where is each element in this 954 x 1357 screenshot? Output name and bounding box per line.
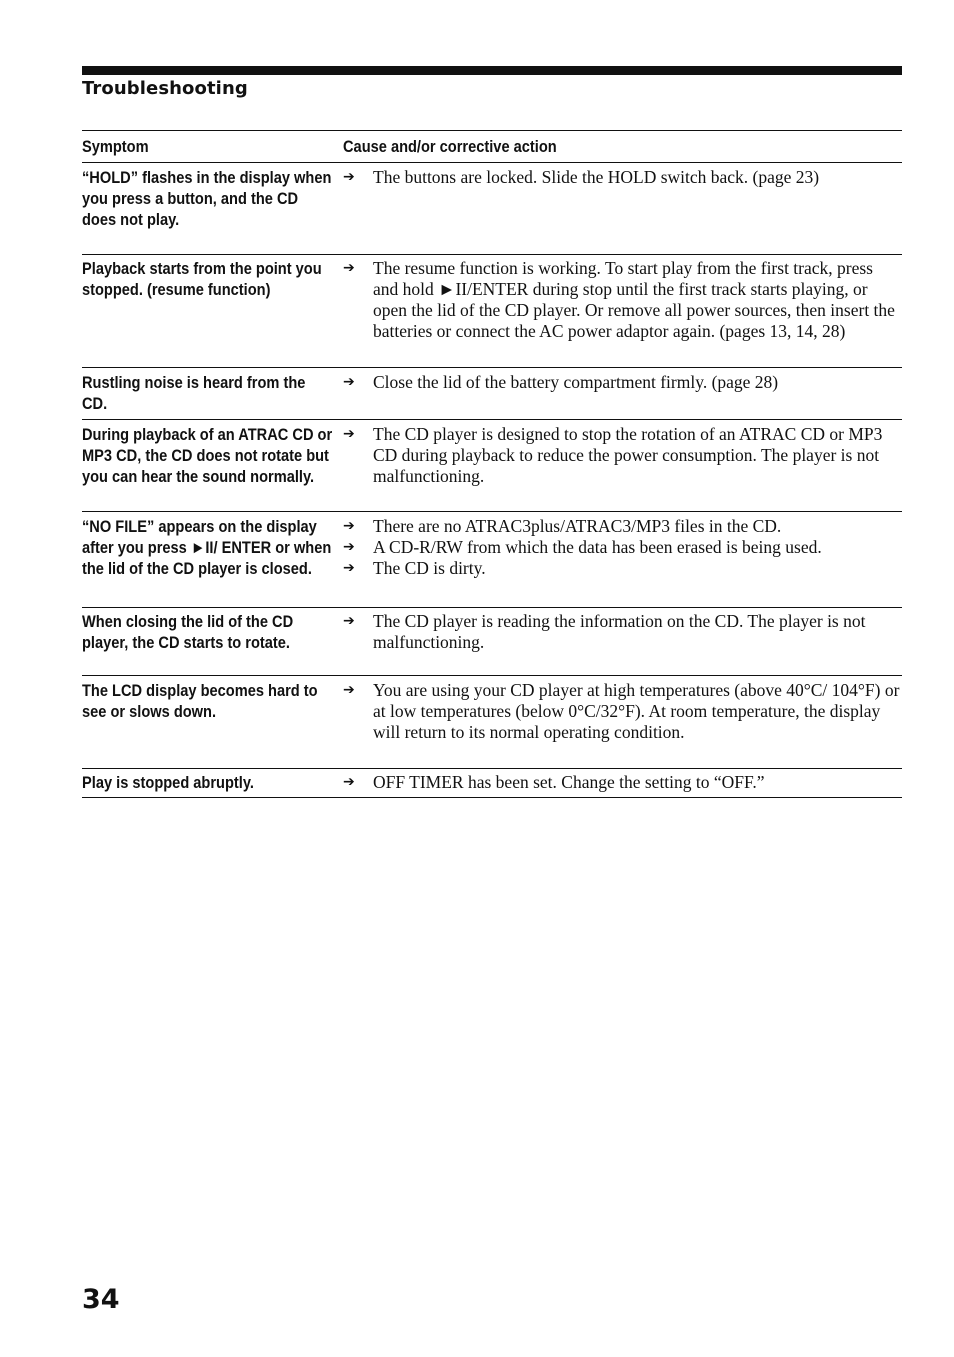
cause-item xyxy=(343,516,902,537)
table-row xyxy=(82,512,902,608)
cause-text: OFF TIMER has been set. Change the setting to “OFF.” xyxy=(373,772,765,792)
cause-cell xyxy=(343,611,902,671)
table-header-row xyxy=(82,131,902,163)
symptom-cell: During playback of an ATRAC CD or MP3 CD, the CD does not rotate but you can hear the sound normally. xyxy=(82,425,333,486)
cause-item xyxy=(343,772,902,793)
cause-item xyxy=(343,424,902,487)
table-row xyxy=(82,769,902,798)
cause-item xyxy=(343,537,902,558)
symptom-cell: “NO FILE” appears on the display after you press ►II/ ENTER or when the lid of the CD player is closed. xyxy=(82,517,332,578)
table-row xyxy=(82,420,902,512)
cause-item xyxy=(343,680,902,743)
cause-cell xyxy=(343,167,902,249)
cause-text: Close the lid of the battery compartment firmly. (page 28) xyxy=(373,372,779,392)
cause-column-header: Cause and/or corrective action xyxy=(343,136,557,156)
arrow-icon: ➔ xyxy=(343,374,355,390)
cause-text: The CD player is reading the information on the CD. The player is not malfunctioning. xyxy=(373,611,866,652)
table-row xyxy=(82,368,902,420)
cause-item xyxy=(343,372,902,393)
cause-cell xyxy=(343,772,902,794)
cause-text: You are using your CD player at high temperatures (above 40°C/ 104°F) or at low temperatures (below 0°C/32°F). At room temperature, the display will return to its normal operating condition. xyxy=(373,680,900,742)
symptom-cell: Play is stopped abruptly. xyxy=(82,773,254,792)
cause-text: The CD player is designed to stop the rotation of an ATRAC CD or MP3 CD during playback to reduce the power consumption. The player is not malfunctioning. xyxy=(373,424,883,486)
arrow-icon: ➔ xyxy=(343,613,355,629)
table-row xyxy=(82,676,902,769)
cause-cell xyxy=(343,372,902,414)
arrow-icon: ➔ xyxy=(343,682,355,698)
troubleshooting-table xyxy=(82,130,902,798)
section-title: Troubleshooting xyxy=(82,78,248,99)
cause-text: There are no ATRAC3plus/ATRAC3/MP3 files in the CD. xyxy=(373,516,782,536)
symptom-column-header: Symptom xyxy=(82,137,149,156)
table-row xyxy=(82,608,902,676)
arrow-icon: ➔ xyxy=(343,539,355,555)
arrow-icon: ➔ xyxy=(343,774,355,790)
arrow-icon: ➔ xyxy=(343,426,355,442)
cause-item xyxy=(343,611,902,653)
header-rule xyxy=(82,66,902,75)
cause-text: The buttons are locked. Slide the HOLD switch back. (page 23) xyxy=(373,167,820,187)
cause-text: A CD-R/RW from which the data has been erased is being used. xyxy=(373,537,822,557)
arrow-icon: ➔ xyxy=(343,518,355,534)
arrow-icon: ➔ xyxy=(343,560,355,576)
cause-item xyxy=(343,558,902,579)
symptom-cell: The LCD display becomes hard to see or slows down. xyxy=(82,681,318,721)
table-body xyxy=(82,163,902,798)
symptom-cell: Rustling noise is heard from the CD. xyxy=(82,373,306,413)
cause-cell xyxy=(343,258,902,363)
cause-cell xyxy=(343,424,902,506)
arrow-icon: ➔ xyxy=(343,169,355,185)
cause-item xyxy=(343,167,902,188)
cause-text: The resume function is working. To start play from the first track, press and hold ►II/ENTER during stop until the first track starts playing, or open the lid of the CD player. Or remove all power sources, then insert the batteries or connect the AC power adaptor again. (pages 13, 14, 28) xyxy=(373,258,895,341)
table-row xyxy=(82,255,902,368)
page-number: 34 xyxy=(82,1284,120,1315)
symptom-cell: Playback starts from the point you stopped. (resume function) xyxy=(82,259,322,299)
cause-item xyxy=(343,258,902,342)
symptom-cell: “HOLD” flashes in the display when you press a button, and the CD does not play. xyxy=(82,168,332,229)
cause-cell xyxy=(343,516,902,602)
arrow-icon: ➔ xyxy=(343,260,355,276)
cause-text: The CD is dirty. xyxy=(373,558,486,578)
table-row xyxy=(82,163,902,255)
cause-cell xyxy=(343,680,902,764)
symptom-cell: When closing the lid of the CD player, the CD starts to rotate. xyxy=(82,612,294,652)
